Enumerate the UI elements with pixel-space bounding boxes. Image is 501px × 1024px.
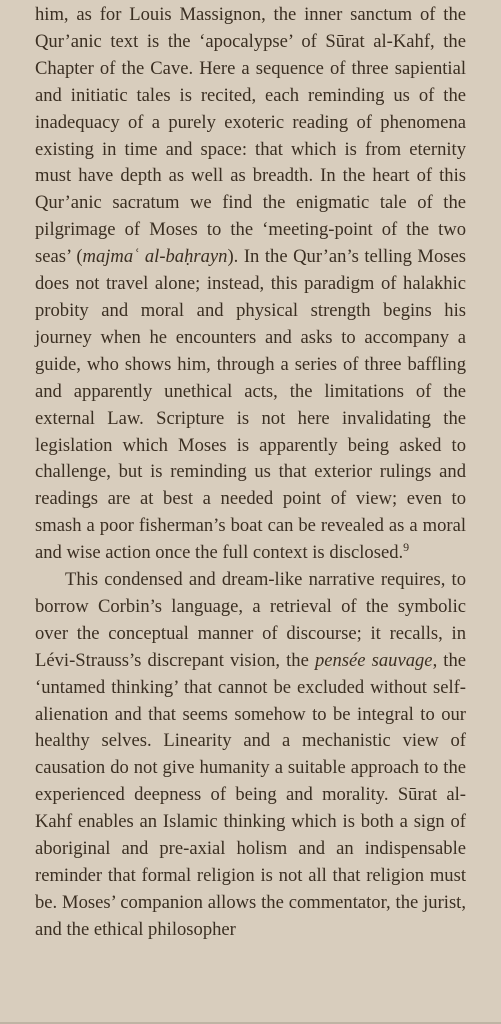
paragraph-1-text-b: ). In the Qur’an’s telling Moses does not travel alone; instead, this paradigm of halakhic probity and moral and physical strength begins his journey when he encounters and asks to accompany a guide, who shows him, through a series of three baffling and apparently unethical acts, the limitations of the external Law. Scripture is not here invalidating the legislation which Moses is apparently being asked to challenge, but is reminding us that exterior rulings and readings are at best a needed point of view; even to smash a poor fisherman’s boat can be revealed as a moral and wise action once the full context is disclosed. xyxy=(35,246,466,564)
paragraph-2-italic-term: pensée sauvage xyxy=(314,649,433,671)
footnote-marker[interactable]: 9 xyxy=(403,539,410,554)
paragraph-1-text-a: him, as for Louis Massignon, the inner sanctum of the Qur’anic text is the ‘apocalypse’ of Sūrat al-Kahf, the Chapter of the Cave. Here a sequence of three sapiential and initiatic tales is recited, each reminding us of the inadequacy of a purely exoteric reading of phenomena existing in time and space: that which is from eternity must have depth as well as breadth. In the heart of this Qur’anic sacratum we find the enigmatic tale of the pilgrimage of Moses to the ‘meeting-point of the two seas’ ( xyxy=(35,4,466,268)
paragraph-1 xyxy=(35,2,466,567)
paragraph-2-text-b: , the ‘untamed thinking’ that cannot be excluded without self-alienation and that seems somehow to be integral to our healthy selves. Linearity and a mechanistic view of causation do not give humanity a suitable approach to the experienced deepness of being and morality. Sūrat al-Kahf enables an Islamic thinking which is both a sign of aboriginal and pre-axial holism and an indispensable reminder that formal religion is not all that religion must be. Moses’ companion allows the commentator, the jurist, and the ethical philosopher xyxy=(35,649,467,940)
paragraph-2-text-a: This condensed and dream-like narrative requires, to borrow Corbin’s language, a retrieval of the symbolic over the conceptual manner of discourse; it recalls, in Lévi-Strauss’s discrepant vision, the xyxy=(35,569,466,671)
document-body xyxy=(35,2,466,944)
paragraph-1-italic-term: majmaʿ al-baḥrayn xyxy=(82,246,228,268)
paragraph-2 xyxy=(35,567,466,944)
